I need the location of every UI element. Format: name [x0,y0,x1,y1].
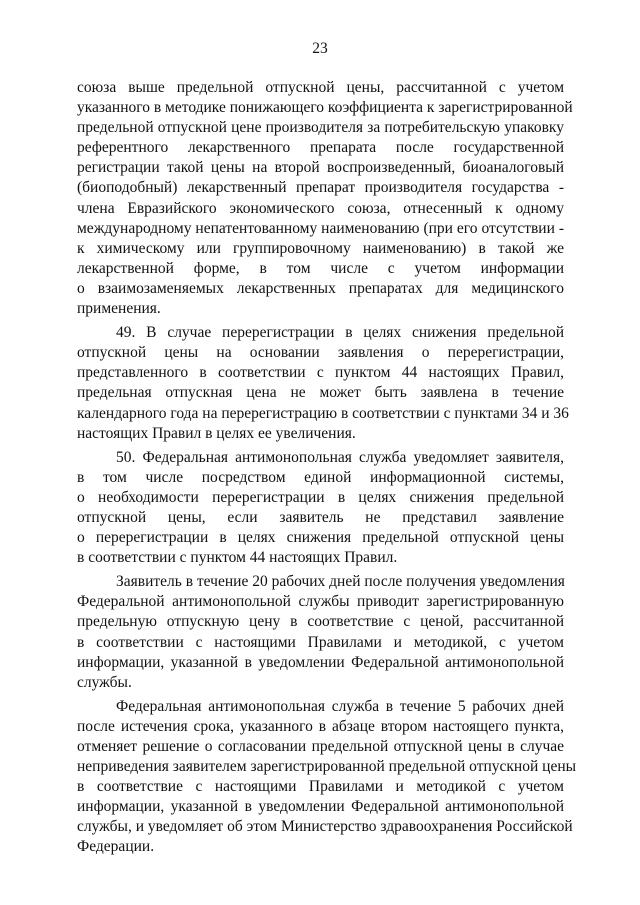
text-line: в соответствии с пунктом 44 настоящих Правил. [77,549,398,567]
text-line: о взаимозаменяемых лекарственных препаратах для медицинского [77,279,564,297]
text-line: 50. Федеральная антимонопольная служба уведомляет заявителя, [116,448,564,466]
text-line: в соответствие с настоящими Правилами и методикой с учетом [77,778,564,796]
paragraph [77,323,569,444]
text-line: после истечения срока, указанного в абзаце втором настоящего пункта, [77,717,564,735]
document-body [77,78,577,858]
text-line: к химическому или группировочному наименованию) в такой же [77,239,564,257]
text-line: отменяет решение о согласовании предельной отпускной цены в случае [77,738,564,755]
text-line: отпускной цены, если заявитель не представил заявление [77,508,564,526]
text-line: неприведения заявителем зарегистрированной предельной отпускной цены [77,758,577,776]
text-line: в соответствии с настоящими Правилами и методикой, с учетом [77,633,564,651]
text-line: референтного лекарственного препарата после государственной [77,139,564,157]
text-line: настоящих Правил в целях ее увеличения. [77,424,356,442]
paragraph [77,572,564,693]
text-line: предельную отпускную цену в соответствие с ценой, рассчитанной [77,613,564,631]
text-line: 49. В случае перерегистрации в целях снижения предельной [116,324,564,342]
text-line: Федеральная антимонопольная служба в течение 5 рабочих дней [116,697,564,715]
text-line: отпускной цены на основании заявления о перерегистрации, [77,344,564,362]
text-line: международному непатентованному наименованию (при его отсутствии - [77,219,564,237]
text-line: о необходимости перерегистрации в целях снижения предельной [77,488,564,506]
text-line: регистрации такой цены на второй воспроизведенный, биоаналоговый [77,159,564,177]
page-number: 23 [312,40,328,57]
text-line: предельной отпускной цене производителя за потребительскую упаковку [77,119,564,137]
text-line: о перерегистрации в целях снижения предельной отпускной цены [77,529,564,547]
paragraph [77,78,573,319]
text-line: предельная отпускная цена не может быть заявлена в течение [77,384,564,402]
paragraph [77,697,577,858]
text-line: информации, указанной в уведомлении Федеральной антимонопольной [77,653,564,671]
text-line: указанного в методике понижающего коэффициента к зарегистрированной [77,99,573,117]
text-line: Федерации. [77,838,155,856]
text-line: службы. [77,673,132,691]
text-line: Федеральной антимонопольной службы приводит зарегистрированную [77,593,564,611]
text-line: представленного в соответствии с пунктом 44 настоящих Правил, [77,364,564,382]
text-line: службы, и уведомляет об этом Министерство здравоохранения Российской [77,818,573,836]
text-line: в том числе посредством единой информационной системы, [77,468,564,486]
text-line: календарного года на перерегистрацию в соответствии с пунктами 34 и 36 [77,404,569,422]
text-line: Заявитель в течение 20 рабочих дней после получения уведомления [116,573,565,591]
text-line: лекарственной форме, в том числе с учетом информации [77,259,564,277]
text-line: применения. [77,300,161,318]
text-line: союза выше предельной отпускной цены, рассчитанной с учетом [77,79,564,96]
text-line: (биоподобный) лекарственный препарат производителя государства - [77,179,564,197]
text-line: информации, указанной в уведомлении Федеральной антимонопольной [77,798,564,816]
text-line: члена Евразийского экономического союза, отнесенный к одному [77,199,564,217]
paragraph [77,448,564,569]
